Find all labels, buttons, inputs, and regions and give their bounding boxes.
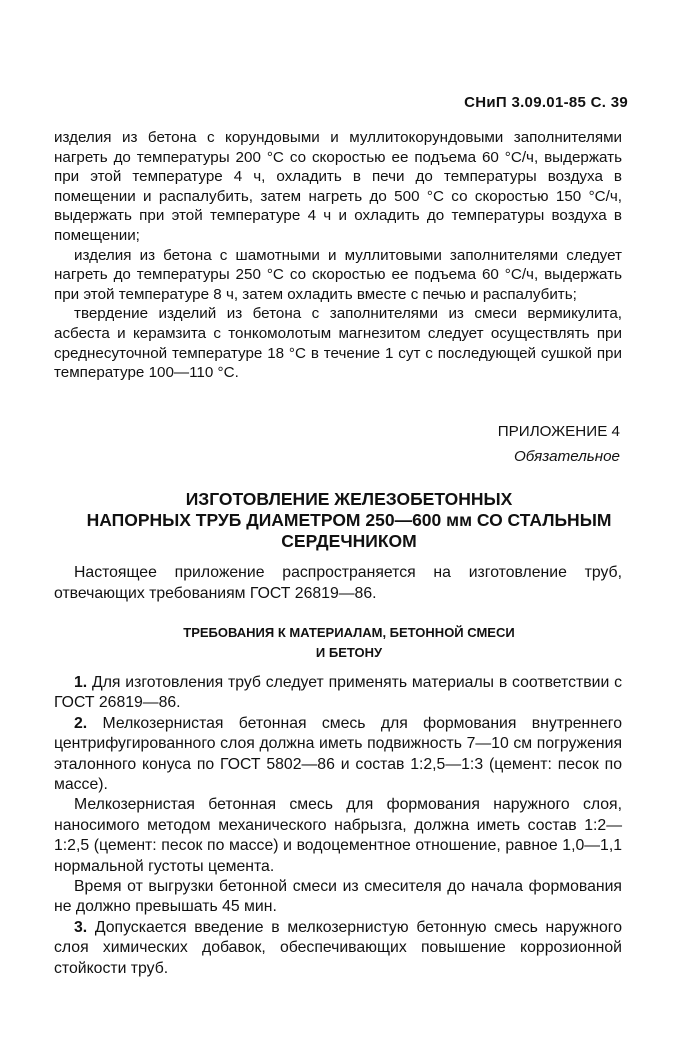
appendix-status: Обязательное xyxy=(513,448,620,465)
item-number: 3. xyxy=(74,918,88,936)
page-header-ref: СНиП 3.09.01-85 С. 39 xyxy=(464,94,628,111)
appendix-title-line-2: НАПОРНЫХ ТРУБ ДИАМЕТРОМ 250—600 мм СО СТАЛЬНЫМ xyxy=(86,510,612,530)
requirements-list xyxy=(54,673,622,979)
item-text: Мелкозернистая бетонная смесь для формования внутреннего центрифугированного слоя должна иметь подвижность 7—10 см погружения эталонного конуса по ГОСТ 5802—86 и состав 1:2,5—1:3 (цемент: песок по массе). xyxy=(54,714,622,794)
paragraph-corundum-products: изделия из бетона с корундовыми и муллитокорундовыми заполнителями нагреть до температуры 200 °С со скоростью ее подъема 60 °С/ч, выдержать при этой температуре 4 ч, охладить в печи до температуры воздуха в помещении и распалубить, затем нагреть до 500 °С со скоростью 150 °С/ч, выдержать при этой температуре 4 ч и охладить до температуры воздуха в помещении; xyxy=(54,129,622,244)
intro-paragraph: Настоящее приложение распространяется на изготовление труб, отвечающих требованиям ГОСТ 26819—86. xyxy=(54,564,622,602)
paragraph-chamotte-products: изделия из бетона с шамотными и муллитовыми заполнителями следует нагреть до температуры 250 °С со скоростью ее подъема 60 °С/ч, выдержать при этой температуре 8 ч, затем охладить вместе с печью и распалубить; xyxy=(54,246,622,303)
appendix-title xyxy=(54,489,644,552)
item-number: 1. xyxy=(74,674,88,691)
intro-block xyxy=(54,562,622,604)
requirement-item xyxy=(54,918,622,979)
item-number: 2. xyxy=(74,714,88,732)
requirement-item xyxy=(54,714,622,796)
item-text: Для изготовления труб следует применять материалы в соответствии с ГОСТ 26819—86. xyxy=(54,674,622,712)
appendix-title-line-3: СЕРДЕЧНИКОМ xyxy=(281,531,417,551)
continued-text-block xyxy=(54,128,622,383)
item-text: Время от выгрузки бетонной смеси из смесителя до начала формования не должно превышать 45 мин. xyxy=(54,878,622,916)
section-title-line-1: ТРЕБОВАНИЯ К МАТЕРИАЛАМ, БЕТОННОЙ СМЕСИ xyxy=(183,625,515,640)
appendix-label: ПРИЛОЖЕНИЕ 4 xyxy=(497,423,620,440)
appendix-title-line-1: ИЗГОТОВЛЕНИЕ ЖЕЛЕЗОБЕТОННЫХ xyxy=(185,489,513,509)
requirement-item xyxy=(54,795,622,877)
requirement-item xyxy=(54,673,622,714)
item-text: Мелкозернистая бетонная смесь для формования наружного слоя, наносимого методом механического набрызга, должна иметь состав 1:2—1:2,5 (цемент: песок по массе) и водоцементное отношение, равное 1,0—1,1 нормальной густоты цемента. xyxy=(54,796,622,875)
item-text: Допускается введение в мелкозернистую бетонную смесь наружного слоя химических добавок, обеспечивающих повышение коррозионной стойкости труб. xyxy=(54,918,622,977)
requirement-item xyxy=(54,877,622,918)
paragraph-vermiculite-hardening: твердение изделий из бетона с заполнителями из смеси вермикулита, асбеста и керамзита с тонкомолотым магнезитом следует осуществлять при среднесуточной температуре 18 °С в течение 1 сут с последующей сушкой при температуре 100—110 °С. xyxy=(54,305,622,382)
section-title xyxy=(54,623,644,663)
section-title-line-2: И БЕТОНУ xyxy=(315,645,383,660)
